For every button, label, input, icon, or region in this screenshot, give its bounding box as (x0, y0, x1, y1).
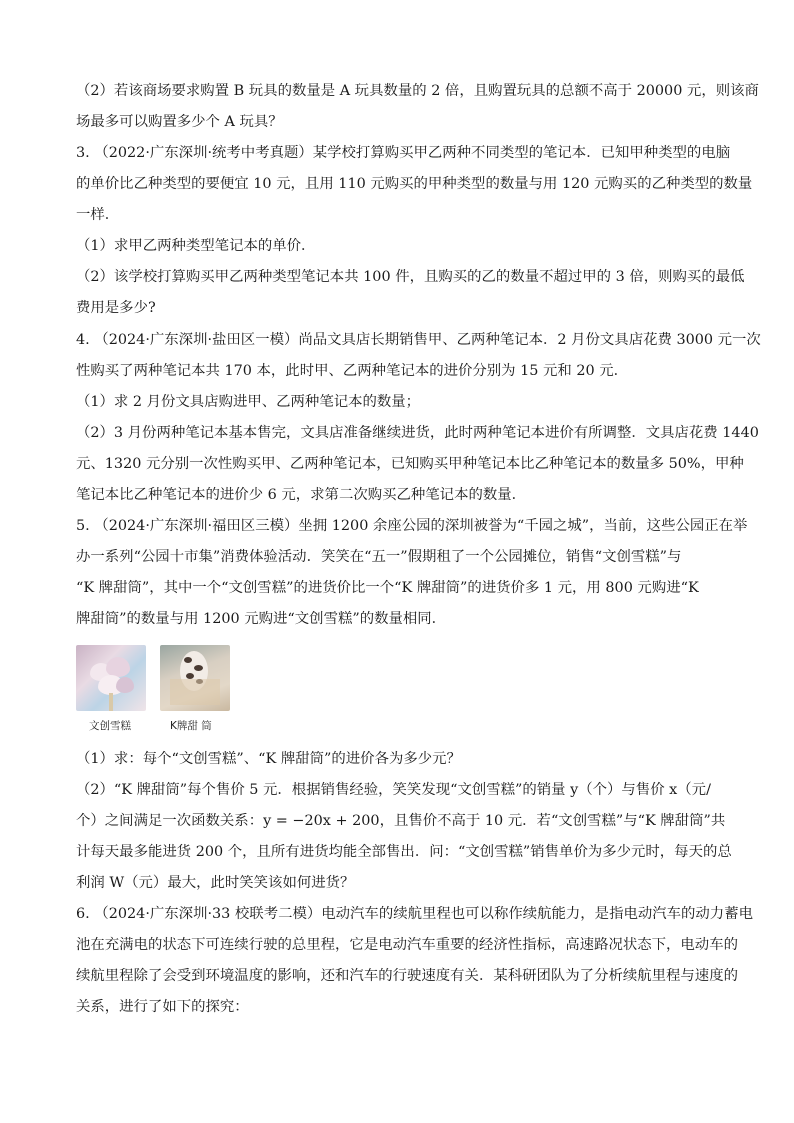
text-line: 办一系列“公园十市集”消费体验活动．笑笑在“五一”假期租了一个公园摊位，销售“文创雪糕”与 (76, 549, 682, 565)
problem-5-questions (76, 744, 732, 899)
cone-photo (160, 645, 230, 711)
ice-cream-caption: 文创雪糕 (89, 720, 131, 732)
text-line: （1）求：每个“文创雪糕”、“K 牌甜筒”的进价各为多少元？ (76, 751, 461, 767)
problem-2-continuation (76, 76, 759, 138)
text-line: 笔记本比乙种笔记本的进价少 6 元，求第二次购买乙种笔记本的数量． (76, 487, 527, 503)
problem-6 (76, 899, 753, 1023)
text-line: 3. （2022·广东深圳·统考中考真题）某学校打算购买甲乙两种不同类型的笔记本．已知甲种类型的电脑 (76, 145, 731, 161)
text-line: （2）若该商场要求购置 B 玩具的数量是 A 玩具数量的 2 倍，且购置玩具的总额不高于 20000 元，则该商 (76, 83, 759, 99)
text-line: 计每天最多能进货 200 个，且所有进货均能全部售出．问：“文创雪糕”销售单价为多少元时，每天的总 (76, 844, 732, 860)
cone-caption: K牌甜 筒 (170, 720, 212, 732)
text-line: （2）“K 牌甜筒”每个售价 5 元．根据销售经验，笑笑发现“文创雪糕”的销量 y（个）与售价 x（元/ (76, 782, 711, 798)
text-line: 元、1320 元分别一次性购买甲、乙两种笔记本，已知购买甲种笔记本比乙种笔记本的数量多 50%，甲种 (76, 456, 744, 472)
text-line: 利润 W（元）最大，此时笑笑该如何进货？ (76, 875, 355, 891)
text-line: 场最多可以购置多少个 A 玩具？ (76, 114, 283, 130)
text-line: 4. （2024·广东深圳·盐田区一模）尚品文具店长期销售甲、乙两种笔记本．2 月份文具店花费 3000 元一次 (76, 332, 761, 348)
problem-5 (76, 511, 748, 635)
text-line: 6. （2024·广东深圳·33 校联考二模）电动汽车的续航里程也可以称作续航能力，是指电动汽车的动力蓄电 (76, 906, 753, 922)
problem-4 (76, 325, 761, 511)
text-line: 关系，进行了如下的探究： (76, 999, 249, 1015)
problem-3 (76, 138, 753, 324)
text-line: 续航里程除了会受到环境温度的影响，还和汽车的行驶速度有关．某科研团队为了分析续航里程与速度的 (76, 968, 738, 984)
text-line: 个）之间满足一次函数关系：y = −20x + 200，且售价不高于 10 元．若“文创雪糕”与“K 牌甜筒”共 (76, 813, 726, 829)
text-line: （2）3 月份两种笔记本基本售完，文具店准备继续进货，此时两种笔记本进价有所调整．文具店花费 1440 (76, 425, 759, 441)
text-line: “K 牌甜筒”，其中一个“文创雪糕”的进货价比一个“K 牌甜筒”的进货价多 1 元，用 800 元购进“K (76, 580, 699, 596)
text-line: （1）求甲乙两种类型笔记本的单价． (76, 238, 316, 254)
text-line: 的单价比乙种类型的要便宜 10 元，且用 110 元购买的甲种类型的数量与用 120 元购买的乙种类型的数量 (76, 176, 753, 192)
text-line: （2）该学校打算购买甲乙两种类型笔记本共 100 件，且购买的乙的数量不超过甲的 3 倍，则购买的最低 (76, 269, 745, 285)
text-line: （1）求 2 月份文具店购进甲、乙两种笔记本的数量； (76, 394, 421, 410)
text-line: 性购买了两种笔记本共 170 本，此时甲、乙两种笔记本的进价分别为 15 元和 20 元． (76, 363, 629, 379)
text-line: 5. （2024·广东深圳·福田区三模）坐拥 1200 余座公园的深圳被誉为“千园之城”，当前，这些公园正在举 (76, 518, 748, 534)
ice-cream-photo (76, 645, 146, 711)
text-line: 池在充满电的状态下可连续行驶的总里程，它是电动汽车重要的经济性指标，高速路况状态下，电动车的 (76, 937, 738, 953)
text-line: 牌甜筒”的数量与用 1200 元购进“文创雪糕”的数量相同． (76, 611, 447, 627)
text-line: 一样． (76, 207, 120, 223)
text-line: 费用是多少? (76, 300, 156, 316)
